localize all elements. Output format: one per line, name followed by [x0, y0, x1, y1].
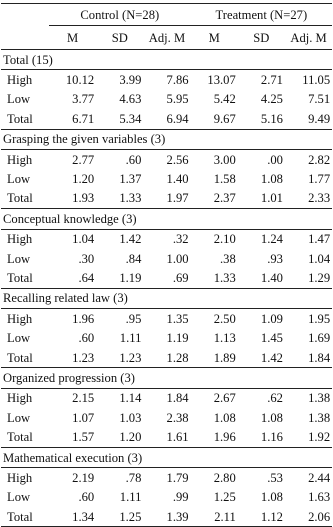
value-cell: 6.71 — [72, 111, 95, 126]
column-header-control-sd: SD — [96, 26, 143, 50]
value-cell: 1.77 — [308, 172, 331, 187]
value-cell: 1.08 — [213, 410, 236, 425]
value-cell: 3.77 — [72, 92, 95, 107]
row-label: Low — [7, 331, 31, 346]
value-cell: 6.94 — [166, 111, 189, 126]
value-cell: .60 — [78, 490, 95, 505]
table-row — [1, 488, 332, 507]
value-cell: 2.71 — [260, 73, 283, 88]
value-cell: 1.63 — [308, 490, 331, 505]
value-cell: 1.39 — [143, 507, 190, 527]
value-cell: 1.61 — [166, 430, 189, 445]
value-cell: 1.14 — [119, 391, 142, 406]
value-cell: .78 — [125, 470, 142, 485]
column-header-control-adj-m: Adj. M — [143, 26, 190, 50]
section-title: Grasping the given variables (3) — [1, 129, 332, 149]
section-title-row — [1, 447, 332, 467]
value-cell: .84 — [125, 251, 142, 266]
value-cell: 1.92 — [308, 430, 331, 445]
value-cell: 1.40 — [166, 172, 189, 187]
value-cell: 2.19 — [72, 470, 95, 485]
value-cell: 4.25 — [260, 92, 283, 107]
section-title: Recalling related law (3) — [1, 288, 332, 308]
column-header-control-m: M — [49, 26, 96, 50]
value-cell: .30 — [78, 251, 95, 266]
value-cell: 1.20 — [72, 172, 95, 187]
row-label: High — [7, 391, 33, 406]
value-cell: .99 — [172, 490, 189, 505]
value-cell: 1.42 — [260, 350, 283, 365]
value-cell: .38 — [220, 251, 236, 266]
table-row — [1, 189, 332, 209]
value-cell: 1.19 — [119, 270, 142, 285]
value-cell: .60 — [78, 331, 95, 346]
value-cell: 2.82 — [308, 152, 331, 167]
row-label: Low — [7, 172, 31, 187]
value-cell: 9.49 — [308, 111, 331, 126]
value-cell: 1.23 — [119, 350, 142, 365]
value-cell: 2.44 — [308, 470, 331, 485]
value-cell: 2.37 — [213, 191, 236, 206]
table-body — [1, 50, 332, 527]
value-cell: 1.58 — [213, 172, 236, 187]
value-cell: 1.28 — [166, 350, 189, 365]
value-cell: 2.56 — [166, 152, 189, 167]
value-cell: 2.10 — [213, 232, 236, 247]
value-cell: .00 — [267, 152, 283, 167]
table-row — [1, 507, 332, 527]
section-title: Total (15) — [1, 50, 332, 70]
row-label: High — [7, 152, 33, 167]
value-cell: 1.97 — [166, 191, 189, 206]
value-cell: 1.84 — [166, 391, 189, 406]
row-label: High — [7, 470, 33, 485]
table-row — [1, 427, 332, 447]
table-row — [1, 149, 332, 169]
table-row — [1, 408, 332, 427]
group-header-row — [1, 4, 332, 26]
value-cell: 1.24 — [260, 232, 283, 247]
table-row — [1, 268, 332, 288]
row-label: Total — [7, 191, 33, 206]
statistics-table — [1, 3, 332, 527]
column-header-treatment-adj-m: Adj. M — [285, 26, 332, 50]
value-cell: 1.08 — [260, 490, 283, 505]
section-title: Mathematical execution (3) — [1, 447, 332, 467]
table-row — [1, 90, 332, 109]
row-label: Low — [7, 410, 31, 425]
group-header-control: Control (N=28) — [49, 4, 191, 26]
value-cell: .93 — [267, 251, 283, 266]
value-cell: 1.13 — [213, 331, 236, 346]
value-cell: 1.08 — [260, 410, 283, 425]
value-cell: 1.25 — [96, 507, 143, 527]
value-cell: 1.93 — [72, 191, 95, 206]
value-cell: 2.06 — [285, 507, 332, 527]
value-cell: 1.38 — [308, 391, 331, 406]
value-cell: 1.00 — [166, 251, 189, 266]
header-empty-cell — [1, 26, 49, 50]
value-cell: 1.23 — [72, 350, 95, 365]
header-empty-cell — [1, 4, 49, 26]
value-cell: 2.38 — [166, 410, 189, 425]
value-cell: 1.33 — [213, 270, 236, 285]
row-label: Total — [7, 270, 33, 285]
value-cell: 1.57 — [72, 430, 95, 445]
column-header-treatment-m: M — [191, 26, 238, 50]
table-row — [1, 109, 332, 129]
value-cell: 1.35 — [166, 311, 189, 326]
value-cell: .64 — [78, 270, 95, 285]
value-cell: 10.12 — [65, 73, 95, 88]
table-row — [1, 169, 332, 188]
table-row — [1, 249, 332, 268]
column-header-row — [1, 26, 332, 50]
row-label: Total — [1, 507, 49, 527]
value-cell: 1.03 — [119, 410, 142, 425]
row-label: High — [7, 232, 33, 247]
value-cell: 1.25 — [213, 490, 236, 505]
value-cell: 1.84 — [308, 350, 331, 365]
table-row — [1, 309, 332, 329]
value-cell: .69 — [172, 270, 189, 285]
row-label: Total — [7, 430, 33, 445]
group-header-treatment: Treatment (N=27) — [191, 4, 333, 26]
row-label: Low — [7, 251, 31, 266]
row-label: High — [7, 311, 33, 326]
value-cell: 1.07 — [72, 410, 95, 425]
value-cell: .32 — [172, 232, 189, 247]
row-label: High — [7, 73, 33, 88]
value-cell: 1.79 — [166, 470, 189, 485]
row-label: Low — [7, 92, 31, 107]
value-cell: 1.20 — [119, 430, 142, 445]
value-cell: 1.11 — [119, 331, 142, 346]
value-cell: 1.42 — [119, 232, 142, 247]
value-cell: 1.33 — [119, 191, 142, 206]
value-cell: 2.15 — [72, 391, 95, 406]
value-cell: 5.42 — [213, 92, 236, 107]
value-cell: 1.16 — [260, 430, 283, 445]
value-cell: 1.40 — [260, 270, 283, 285]
column-header-treatment-sd: SD — [238, 26, 285, 50]
table-header — [1, 4, 332, 50]
value-cell: 1.04 — [72, 232, 95, 247]
row-label: Total — [7, 350, 33, 365]
value-cell: 7.86 — [166, 73, 189, 88]
value-cell: 1.12 — [238, 507, 285, 527]
value-cell: 1.38 — [308, 410, 331, 425]
value-cell: 1.45 — [260, 331, 283, 346]
row-label: Low — [7, 490, 31, 505]
value-cell: 3.00 — [213, 152, 236, 167]
table-row — [1, 348, 332, 368]
section-title-row — [1, 288, 332, 308]
value-cell: 1.89 — [213, 350, 236, 365]
row-label: Total — [7, 111, 33, 126]
value-cell: 5.34 — [119, 111, 142, 126]
section-title-row — [1, 50, 332, 70]
value-cell: 2.33 — [308, 191, 331, 206]
section-title-row — [1, 368, 332, 388]
section-title-row — [1, 209, 332, 229]
value-cell: 1.96 — [72, 311, 95, 326]
value-cell: 1.04 — [308, 251, 331, 266]
value-cell: 2.80 — [213, 470, 236, 485]
value-cell: 11.05 — [302, 73, 331, 88]
value-cell: 13.07 — [207, 73, 236, 88]
table-row — [1, 388, 332, 408]
value-cell: 1.01 — [260, 191, 283, 206]
table-row — [1, 229, 332, 249]
value-cell: .60 — [125, 152, 142, 167]
value-cell: 2.67 — [213, 391, 236, 406]
value-cell: 1.96 — [213, 430, 236, 445]
value-cell: .62 — [267, 391, 283, 406]
value-cell: 1.19 — [166, 331, 189, 346]
value-cell: 1.11 — [119, 490, 142, 505]
value-cell: 2.77 — [72, 152, 95, 167]
value-cell: 1.95 — [308, 311, 331, 326]
table-row — [1, 70, 332, 90]
value-cell: 4.63 — [119, 92, 142, 107]
value-cell: 1.69 — [308, 331, 331, 346]
value-cell: 1.47 — [308, 232, 331, 247]
value-cell: 9.67 — [213, 111, 236, 126]
value-cell: 5.16 — [260, 111, 283, 126]
section-title-row — [1, 129, 332, 149]
value-cell: .95 — [125, 311, 142, 326]
value-cell: 1.37 — [119, 172, 142, 187]
table-row — [1, 468, 332, 488]
table-row — [1, 328, 332, 347]
value-cell: 7.51 — [308, 92, 331, 107]
value-cell: 1.34 — [49, 507, 96, 527]
section-title: Conceptual knowledge (3) — [1, 209, 332, 229]
value-cell: 1.29 — [308, 270, 331, 285]
value-cell: 3.99 — [119, 73, 142, 88]
section-title: Organized progression (3) — [1, 368, 332, 388]
value-cell: 5.95 — [166, 92, 189, 107]
value-cell: 1.08 — [260, 172, 283, 187]
value-cell: 1.09 — [260, 311, 283, 326]
value-cell: 2.50 — [213, 311, 236, 326]
value-cell: .53 — [267, 470, 283, 485]
value-cell: 2.11 — [191, 507, 238, 527]
